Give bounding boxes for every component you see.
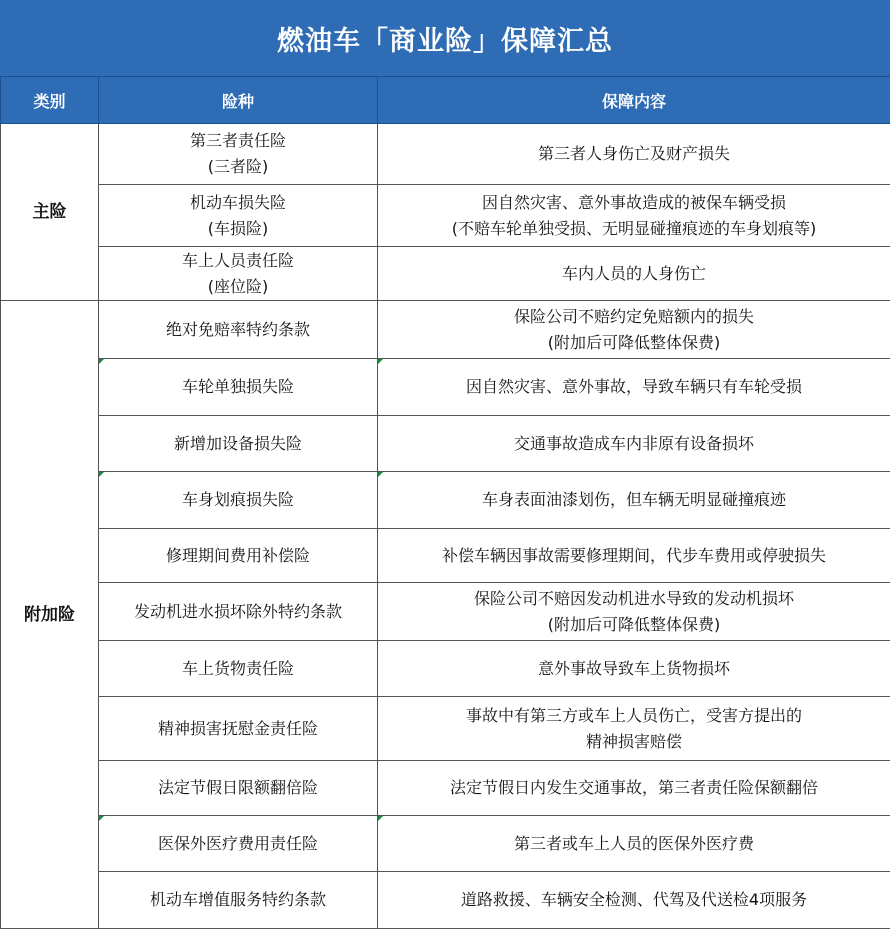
table-row	[1, 416, 890, 472]
insurance-type-cell	[99, 641, 378, 697]
insurance-type-cell-line: 车上人员责任险	[103, 248, 373, 274]
table-row	[1, 301, 890, 359]
insurance-type-cell-line: (三者险)	[103, 154, 373, 180]
coverage-cell-line: 精神损害赔偿	[382, 729, 886, 755]
insurance-type-cell-line: 医保外医疗费用责任险	[103, 831, 373, 857]
coverage-cell-line: (附加后可降低整体保费)	[382, 330, 886, 356]
header-coverage: 保障内容	[378, 77, 890, 124]
coverage-cell	[378, 697, 890, 761]
table-row	[1, 641, 890, 697]
insurance-type-cell	[99, 472, 378, 529]
coverage-cell	[378, 583, 890, 641]
coverage-cell-line: 因自然灾害、意外事故造成的被保车辆受损	[382, 190, 886, 216]
insurance-type-cell-line: 新增加设备损失险	[103, 431, 373, 457]
header-category: 类别	[1, 77, 99, 124]
table-row	[1, 247, 890, 301]
insurance-type-cell-line: (车损险)	[103, 216, 373, 242]
cell-corner-marker	[99, 472, 104, 477]
insurance-type-cell-line: 车上货物责任险	[103, 656, 373, 682]
coverage-cell	[378, 472, 890, 529]
coverage-cell-line: 车身表面油漆划伤，但车辆无明显碰撞痕迹	[382, 487, 886, 513]
table-row	[1, 185, 890, 247]
insurance-type-cell	[99, 124, 378, 185]
table-row	[1, 697, 890, 761]
table-row	[1, 816, 890, 872]
insurance-type-cell-line: 机动车增值服务特约条款	[103, 887, 373, 913]
insurance-type-cell	[99, 697, 378, 761]
insurance-type-cell	[99, 583, 378, 641]
coverage-cell	[378, 416, 890, 472]
coverage-cell-line: 第三者人身伤亡及财产损失	[382, 141, 886, 167]
cell-corner-marker	[378, 472, 383, 477]
coverage-cell-line: (附加后可降低整体保费)	[382, 612, 886, 638]
coverage-cell-line: 事故中有第三方或车上人员伤亡，受害方提出的	[382, 703, 886, 729]
insurance-type-cell	[99, 247, 378, 301]
coverage-cell-line: 保险公司不赔因发动机进水导致的发动机损坏	[382, 586, 886, 612]
table-row	[1, 761, 890, 816]
cell-corner-marker	[99, 816, 104, 821]
coverage-cell-line: (不赔车轮单独受损、无明显碰撞痕迹的车身划痕等)	[382, 216, 886, 242]
coverage-cell	[378, 124, 890, 185]
table-body	[1, 124, 890, 929]
insurance-type-cell-line: 修理期间费用补偿险	[103, 543, 373, 569]
category-addon: 附加险	[1, 301, 99, 929]
coverage-cell	[378, 247, 890, 301]
coverage-cell-line: 意外事故导致车上货物损坏	[382, 656, 886, 682]
insurance-type-cell-line: 发动机进水损坏除外特约条款	[103, 599, 373, 625]
insurance-type-cell	[99, 185, 378, 247]
insurance-type-cell-line: 法定节假日限额翻倍险	[103, 775, 373, 801]
header-type: 险种	[99, 77, 378, 124]
coverage-cell-line: 法定节假日内发生交通事故，第三者责任险保额翻倍	[382, 775, 886, 801]
insurance-table	[0, 76, 890, 929]
cell-corner-marker	[378, 816, 383, 821]
cell-corner-marker	[99, 359, 104, 364]
coverage-cell-line: 道路救援、车辆安全检测、代驾及代送检4项服务	[382, 887, 886, 913]
insurance-type-cell	[99, 761, 378, 816]
coverage-cell-line: 保险公司不赔约定免赔额内的损失	[382, 304, 886, 330]
coverage-cell-line: 车内人员的人身伤亡	[382, 261, 886, 287]
category-main: 主险	[1, 124, 99, 301]
coverage-cell-line: 交通事故造成车内非原有设备损坏	[382, 431, 886, 457]
table-row	[1, 472, 890, 529]
insurance-type-cell-line: 绝对免赔率特约条款	[103, 317, 373, 343]
coverage-cell	[378, 529, 890, 583]
insurance-type-cell	[99, 416, 378, 472]
insurance-type-cell	[99, 529, 378, 583]
coverage-cell	[378, 872, 890, 929]
table-row	[1, 529, 890, 583]
coverage-cell	[378, 761, 890, 816]
insurance-type-cell	[99, 872, 378, 929]
insurance-type-cell	[99, 359, 378, 416]
coverage-cell	[378, 816, 890, 872]
table-row	[1, 359, 890, 416]
table-row	[1, 872, 890, 929]
coverage-cell-line: 第三者或车上人员的医保外医疗费	[382, 831, 886, 857]
coverage-cell	[378, 185, 890, 247]
insurance-type-cell-line: 机动车损失险	[103, 190, 373, 216]
page-title: 燃油车「商业险」保障汇总	[0, 0, 890, 76]
insurance-type-cell-line: 车轮单独损失险	[103, 374, 373, 400]
cell-corner-marker	[378, 359, 383, 364]
insurance-type-cell-line: 精神损害抚慰金责任险	[103, 716, 373, 742]
insurance-type-cell-line: 车身划痕损失险	[103, 487, 373, 513]
coverage-cell	[378, 359, 890, 416]
table-header-row	[1, 77, 890, 124]
coverage-cell-line: 补偿车辆因事故需要修理期间，代步车费用或停驶损失	[382, 543, 886, 569]
insurance-type-cell	[99, 301, 378, 359]
coverage-cell	[378, 301, 890, 359]
coverage-cell-line: 因自然灾害、意外事故，导致车辆只有车轮受损	[382, 374, 886, 400]
table-row	[1, 124, 890, 185]
table-row	[1, 583, 890, 641]
insurance-type-cell	[99, 816, 378, 872]
coverage-cell	[378, 641, 890, 697]
insurance-type-cell-line: (座位险)	[103, 274, 373, 300]
insurance-type-cell-line: 第三者责任险	[103, 128, 373, 154]
